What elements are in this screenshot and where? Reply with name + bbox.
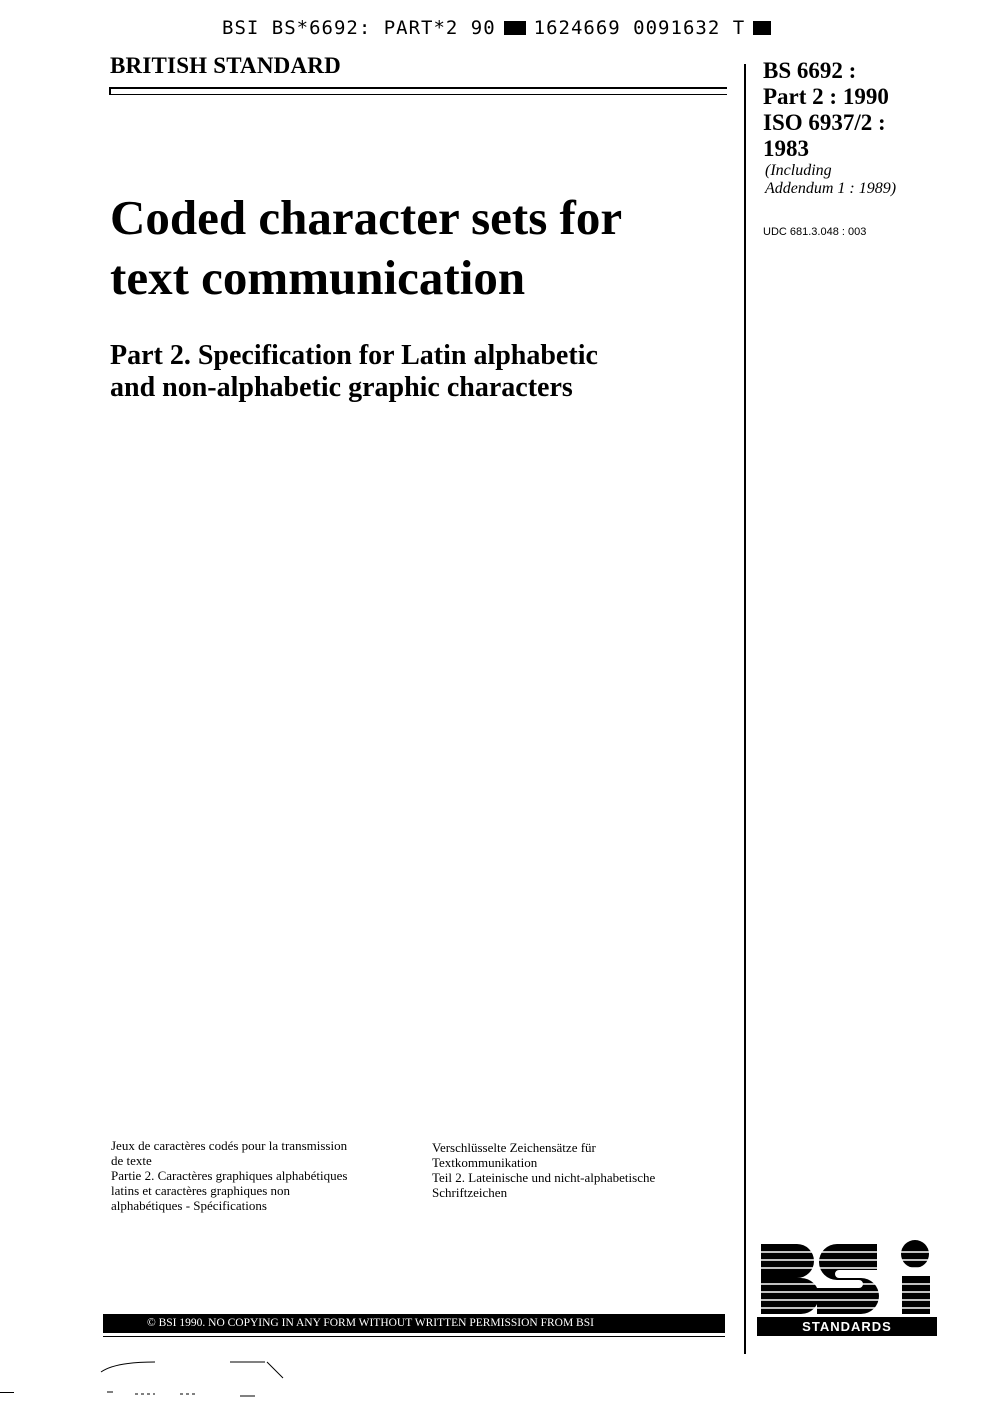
french-title-line: alphabétiques - Spécifications: [111, 1198, 267, 1213]
title-line: Coded character sets for: [110, 190, 623, 245]
addendum-note: [765, 162, 896, 198]
addendum-line: (Including: [765, 162, 832, 179]
french-title-line: Jeux de caractères codés pour la transmission: [111, 1138, 348, 1153]
document-title: [110, 188, 730, 308]
copyright-notice: © BSI 1990. NO COPYING IN ANY FORM WITHOUT WRITTEN PERMISSION FROM BSI: [103, 1314, 725, 1333]
scan-artifact: [0, 1392, 14, 1393]
german-title-line: Schriftzeichen: [432, 1185, 508, 1200]
document-subtitle: [110, 340, 730, 404]
scan-header: [222, 16, 771, 40]
scan-artifact: [95, 1352, 295, 1402]
redaction-block: [753, 21, 771, 35]
french-title-line: de texte: [111, 1153, 152, 1168]
scan-header-number: 1624669 0091632 T: [533, 17, 746, 39]
subtitle-line: and non-alphabetic graphic characters: [110, 372, 573, 403]
header-rule: [109, 87, 727, 95]
standard-number-line: BS 6692 :: [763, 58, 857, 83]
redaction-block: [504, 21, 526, 35]
french-title-line: latins et caractères graphiques non: [111, 1183, 291, 1198]
standard-part-line: Part 2 : 1990: [763, 84, 889, 109]
title-line: text communication: [110, 250, 526, 305]
german-title-line: Textkommunikation: [432, 1155, 538, 1170]
german-title-line: Teil 2. Lateinische und nicht-alphabetische: [432, 1170, 656, 1185]
subtitle-line: Part 2. Specification for Latin alphabetic: [110, 340, 598, 371]
bsi-logo: [757, 1238, 937, 1318]
scan-header-code: BSI BS*6692: PART*2 90: [222, 17, 496, 39]
copyright-rule: [103, 1336, 725, 1337]
vertical-divider: [744, 64, 746, 1354]
iso-number-line: ISO 6937/2 :: [763, 110, 886, 135]
french-title: [111, 1138, 401, 1213]
iso-year-line: 1983: [763, 136, 809, 161]
brand-label: BRITISH STANDARD: [110, 53, 341, 78]
german-title-line: Verschlüsselte Zeichensätze für: [432, 1140, 596, 1155]
standard-number: [763, 58, 889, 162]
french-title-line: Partie 2. Caractères graphiques alphabétiques: [111, 1168, 348, 1183]
udc-code: UDC 681.3.048 : 003: [763, 226, 867, 238]
bsi-standards-caption: STANDARDS: [757, 1317, 937, 1336]
addendum-line: Addendum 1 : 1989): [765, 180, 897, 197]
german-title: [432, 1140, 712, 1200]
